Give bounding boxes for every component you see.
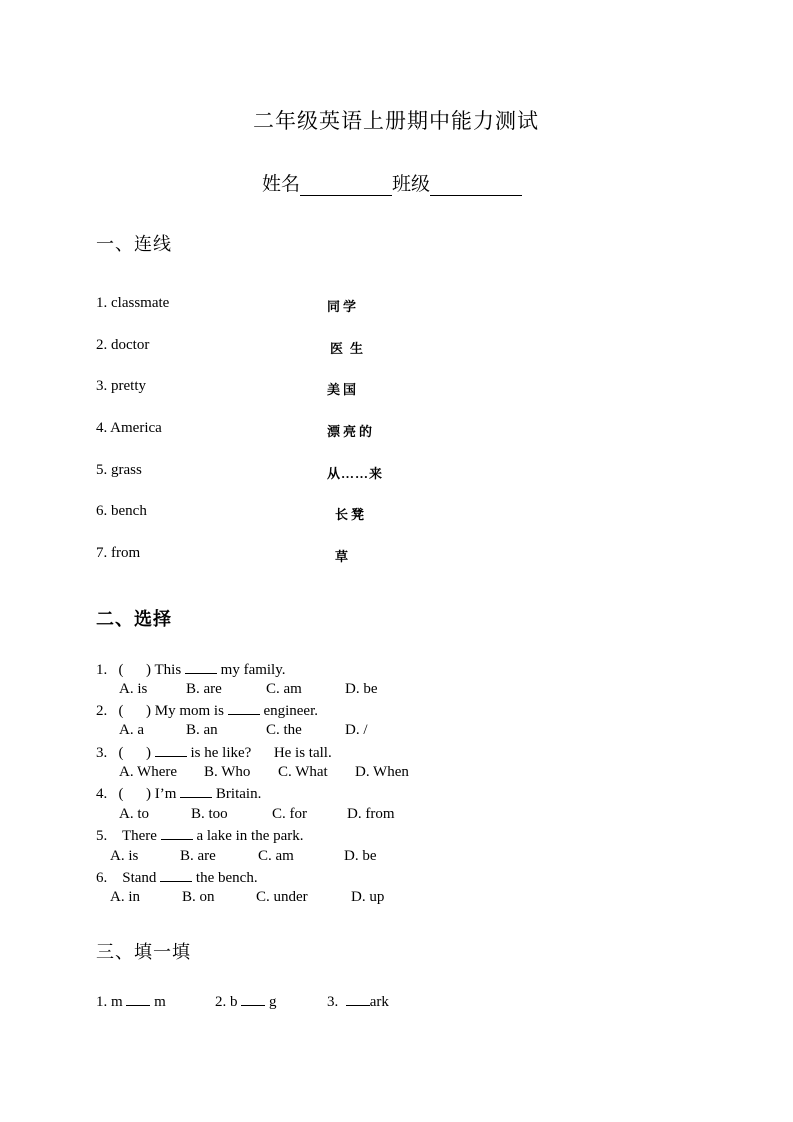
match-english-5: 5. grass (96, 462, 142, 478)
option-2a: A. a (119, 722, 144, 738)
question-blank[interactable] (185, 661, 217, 674)
answer-paren[interactable]: ( ) (118, 662, 151, 678)
option-4c: C. for (272, 806, 307, 822)
section1-heading: 一、连线 (96, 234, 172, 254)
question-blank[interactable] (228, 702, 260, 715)
match-chinese-1: 同学 (327, 299, 360, 314)
option-1d: D. be (345, 681, 378, 697)
match-chinese-4: 漂亮的 (327, 424, 376, 439)
option-3a: A. Where (119, 764, 178, 780)
option-6a: A. in (110, 889, 140, 905)
fill-item-3: 3. ark (327, 994, 389, 1010)
question-1: 1. ( ) This my family. (96, 662, 286, 678)
question-blank[interactable] (160, 869, 192, 882)
option-4d: D. from (347, 806, 395, 822)
match-english-3: 3. pretty (96, 378, 146, 394)
option-5b: B. are (180, 848, 216, 864)
option-4a: A. to (119, 806, 149, 822)
option-6d: D. up (351, 889, 385, 905)
option-4b: B. too (191, 806, 228, 822)
option-2b: B. an (186, 722, 218, 738)
fill-item-2: 2. b g (215, 994, 277, 1010)
fill-blank[interactable] (241, 993, 265, 1006)
class-label: 班级 (392, 174, 431, 195)
question-5: 5. There a lake in the park. (96, 828, 304, 844)
match-chinese-2: 医生 (330, 341, 371, 356)
match-chinese-7: 草 (335, 549, 352, 564)
option-5c: C. am (258, 848, 294, 864)
class-blank[interactable] (430, 177, 522, 196)
question-2: 2. ( ) My mom is engineer. (96, 703, 318, 719)
question-6: 6. Stand the bench. (96, 870, 258, 886)
question-blank[interactable] (155, 744, 187, 757)
fill-blank[interactable] (126, 993, 150, 1006)
match-english-1: 1. classmate (96, 295, 170, 311)
name-class-line (262, 169, 522, 196)
section3-heading: 三、填一填 (96, 942, 191, 962)
option-1a: A. is (119, 681, 148, 697)
match-chinese-3: 美国 (327, 382, 360, 397)
option-2c: C. the (266, 722, 302, 738)
match-english-2: 2. doctor (96, 337, 150, 353)
option-2d: D. / (345, 722, 368, 738)
question-3: 3. ( ) is he like? He is tall. (96, 745, 332, 761)
question-blank[interactable] (161, 827, 193, 840)
option-1c: C. am (266, 681, 302, 697)
match-chinese-5: 从……来 (327, 466, 384, 481)
question-4: 4. ( ) I’m Britain. (96, 786, 262, 802)
option-1b: B. are (186, 681, 222, 697)
page-title: 二年级英语上册期中能力测试 (253, 109, 539, 133)
match-english-4: 4. America (96, 420, 162, 436)
answer-paren[interactable]: ( ) (118, 786, 151, 802)
section2-heading: 二、选择 (96, 609, 172, 629)
answer-paren[interactable]: ( ) (118, 745, 151, 761)
option-6b: B. on (182, 889, 215, 905)
option-3b: B. Who (204, 764, 251, 780)
option-5d: D. be (344, 848, 377, 864)
match-english-6: 6. bench (96, 503, 147, 519)
option-6c: C. under (256, 889, 308, 905)
match-chinese-6: 长凳 (335, 507, 368, 522)
answer-paren[interactable]: ( ) (118, 703, 151, 719)
name-label: 姓名 (262, 174, 301, 195)
option-3c: C. What (278, 764, 328, 780)
name-blank[interactable] (300, 177, 392, 196)
option-5a: A. is (110, 848, 139, 864)
match-english-7: 7. from (96, 545, 141, 561)
option-3d: D. When (355, 764, 409, 780)
question-blank[interactable] (180, 785, 212, 798)
fill-item-1: 1. m m (96, 994, 166, 1010)
fill-blank[interactable] (346, 993, 370, 1006)
